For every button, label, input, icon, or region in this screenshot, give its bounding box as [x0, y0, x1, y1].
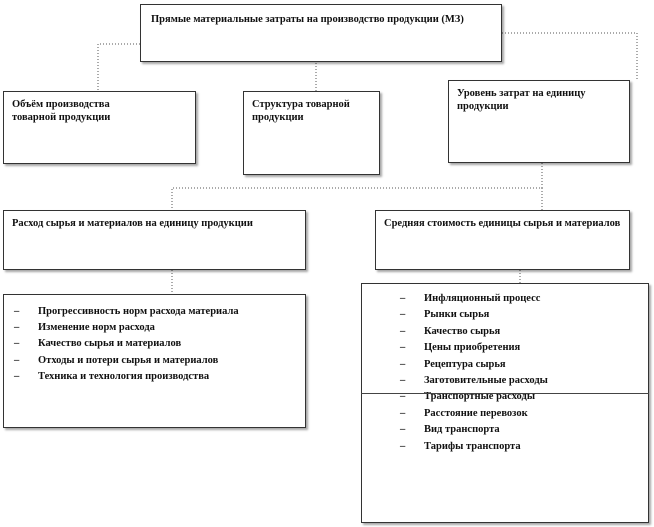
- factor-item: – Изменение норм расхода: [12, 321, 297, 334]
- node-product-structure: [243, 91, 380, 175]
- node-unit-material-price-label: Средняя стоимость единицы сырья и материалов: [384, 218, 621, 229]
- node-material-usage-label: Расход сырья и материалов на единицу продукции: [12, 218, 253, 229]
- factor-item: – Прогрессивность норм расхода материала: [12, 305, 297, 318]
- factor-item: – Рецептура сырья: [398, 358, 640, 371]
- factor-item: – Цены приобретения: [398, 341, 640, 354]
- node-unit-cost-level-label: Уровень затрат на единицу продукции: [457, 88, 586, 112]
- factor-item: – Отходы и потери сырья и материалов: [12, 354, 297, 367]
- node-production-volume-label: Объём производства товарной продукции: [12, 99, 111, 123]
- node-unit-material-price: [375, 210, 630, 270]
- connector-root-volume: [98, 44, 140, 91]
- factor-item: – Качество сырья: [398, 325, 640, 338]
- usage-factors-list: [3, 294, 306, 428]
- node-material-usage: [3, 210, 306, 270]
- factor-item: – Качество сырья и материалов: [12, 337, 297, 350]
- root-node-label: Прямые материальные затраты на производство продукции (МЗ): [151, 14, 464, 25]
- node-product-structure-label: Структура товарной продукции: [252, 99, 350, 123]
- divider-line: [361, 393, 649, 394]
- node-production-volume: [3, 91, 196, 164]
- factor-item: – Транспортные расходы: [398, 390, 640, 403]
- factor-item: – Тарифы транспорта: [398, 440, 640, 453]
- factor-item: – Рынки сырья: [398, 308, 640, 321]
- node-unit-cost-level: [448, 80, 630, 163]
- factor-item: – Заготовительные расходы: [398, 374, 640, 387]
- factor-item: – Техника и технология производства: [12, 370, 297, 383]
- price-factors-list: [361, 283, 649, 523]
- factor-item: – Расстояние перевозок: [398, 407, 640, 420]
- factor-item: – Вид транспорта: [398, 423, 640, 436]
- factor-item: – Инфляционный процесс: [398, 292, 640, 305]
- root-node: [140, 4, 502, 62]
- connector-root-cost: [502, 33, 637, 80]
